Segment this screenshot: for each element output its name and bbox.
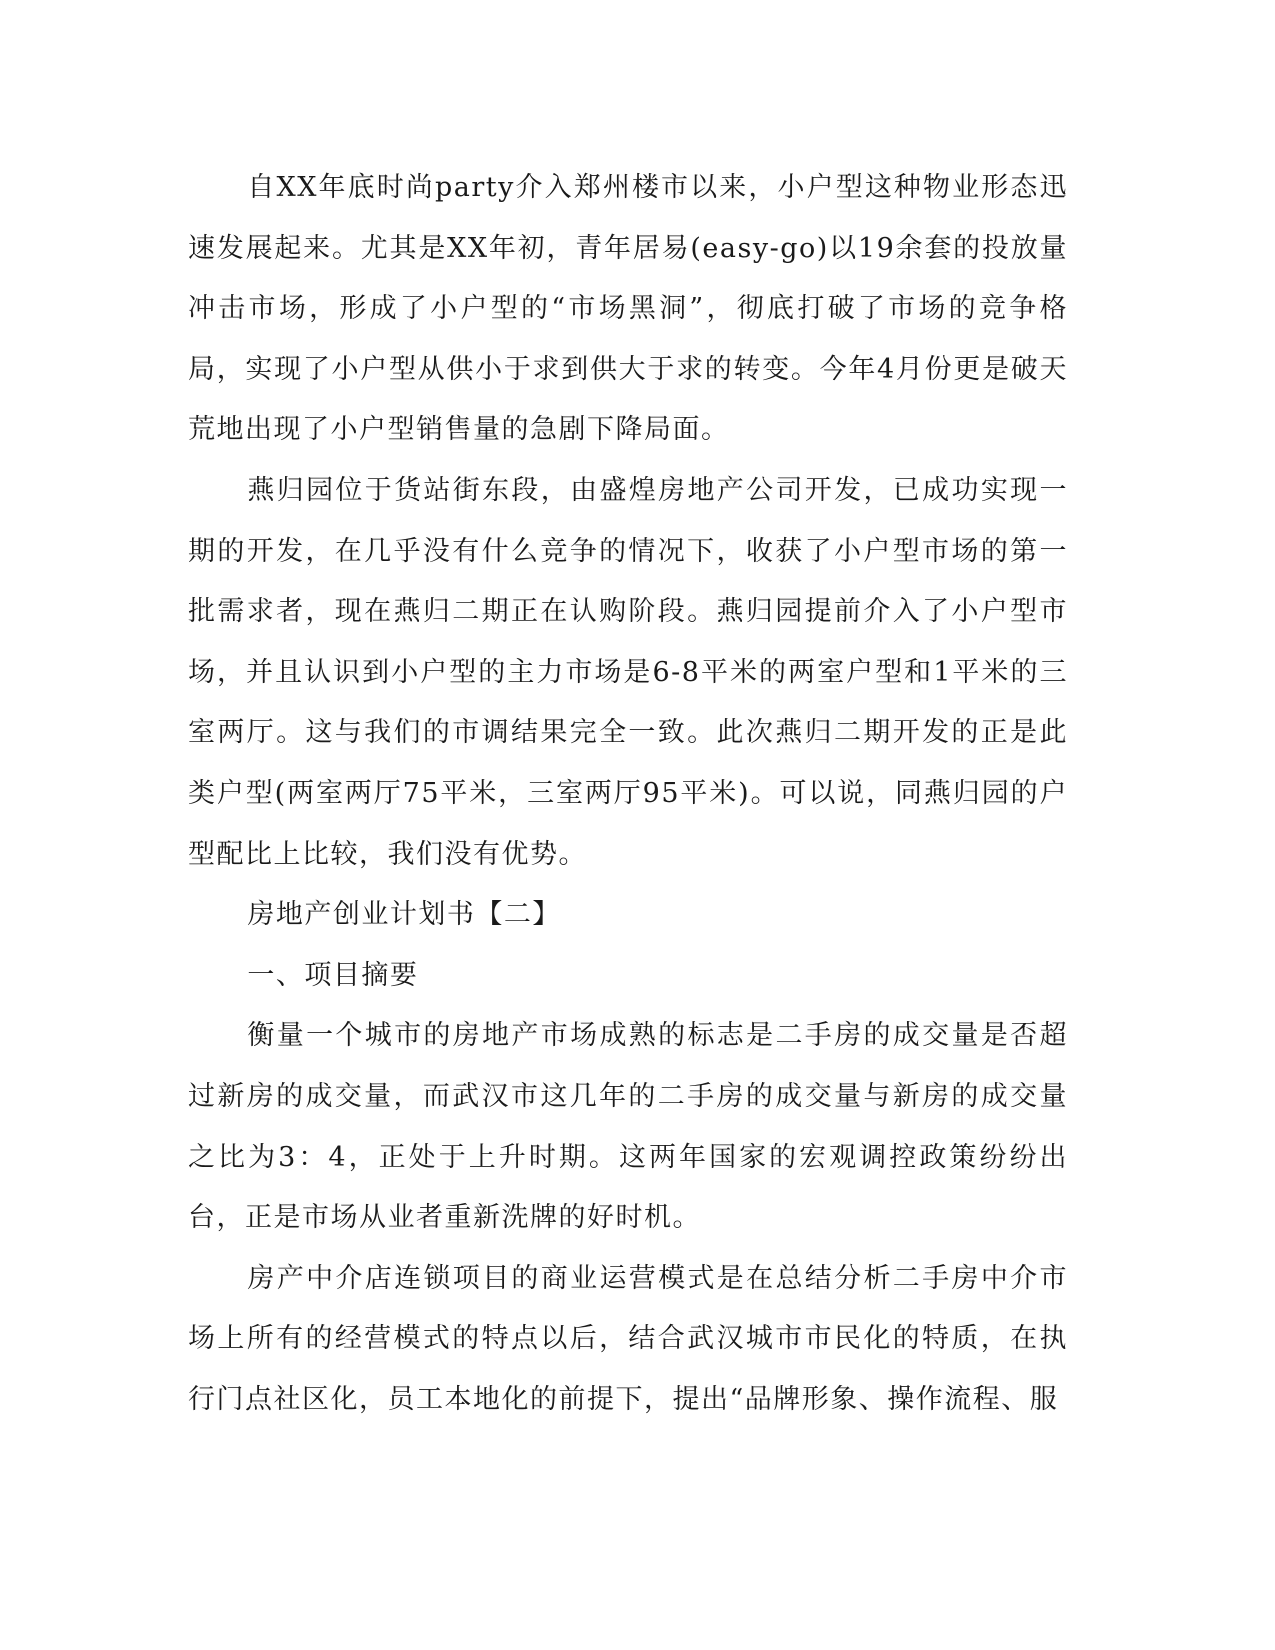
document-body [188,158,1068,1430]
section-title-plan-two: 房地产创业计划书【二】 [247,899,561,931]
paragraph-market-maturity: 衡量一个城市的房地产市场成熟的标志是二手房的成交量是否超过新房的成交量，而武汉市这几年的二手房的成交量与新房的成交量之比为3：4，正处于上升时期。这两年国家的宏观调控政策纷纷出台，正是市场从业者重新洗牌的好时机。 [188,1020,1068,1234]
paragraph-small-unit-market: 自XX年底时尚party介入郑州楼市以来，小户型这种物业形态迅速发展起来。尤其是XX年初，青年居易(easy-go)以19余套的投放量冲击市场，形成了小户型的“市场黑洞”，彻底打破了市场的竞争格局，实现了小户型从供小于求到供大于求的转变。今年4月份更是破天荒地出现了小户型销售量的急剧下降局面。 [188,172,1068,446]
section-heading-project-summary: 一、项目摘要 [247,959,419,991]
paragraph-business-model: 房产中介店连锁项目的商业运营模式是在总结分析二手房中介市场上所有的经营模式的特点以后，结合武汉城市市民化的特质，在执行门点社区化，员工本地化的前提下，提出“品牌形象、操作流程、服 [188,1262,1068,1415]
paragraph-yanguiyuan: 燕归园位于货站街东段，由盛煌房地产公司开发，已成功实现一期的开发，在几乎没有什么竞争的情况下，收获了小户型市场的第一批需求者，现在燕归二期正在认购阶段。燕归园提前介入了小户型市场，并且认识到小户型的主力市场是6-8平米的两室户型和1平米的三室两厅。这与我们的市调结果完全一致。此次燕归二期开发的正是此类户型(两室两厅75平米，三室两厅95平米)。可以说，同燕归园的户型配比上比较，我们没有优势。 [188,474,1068,870]
